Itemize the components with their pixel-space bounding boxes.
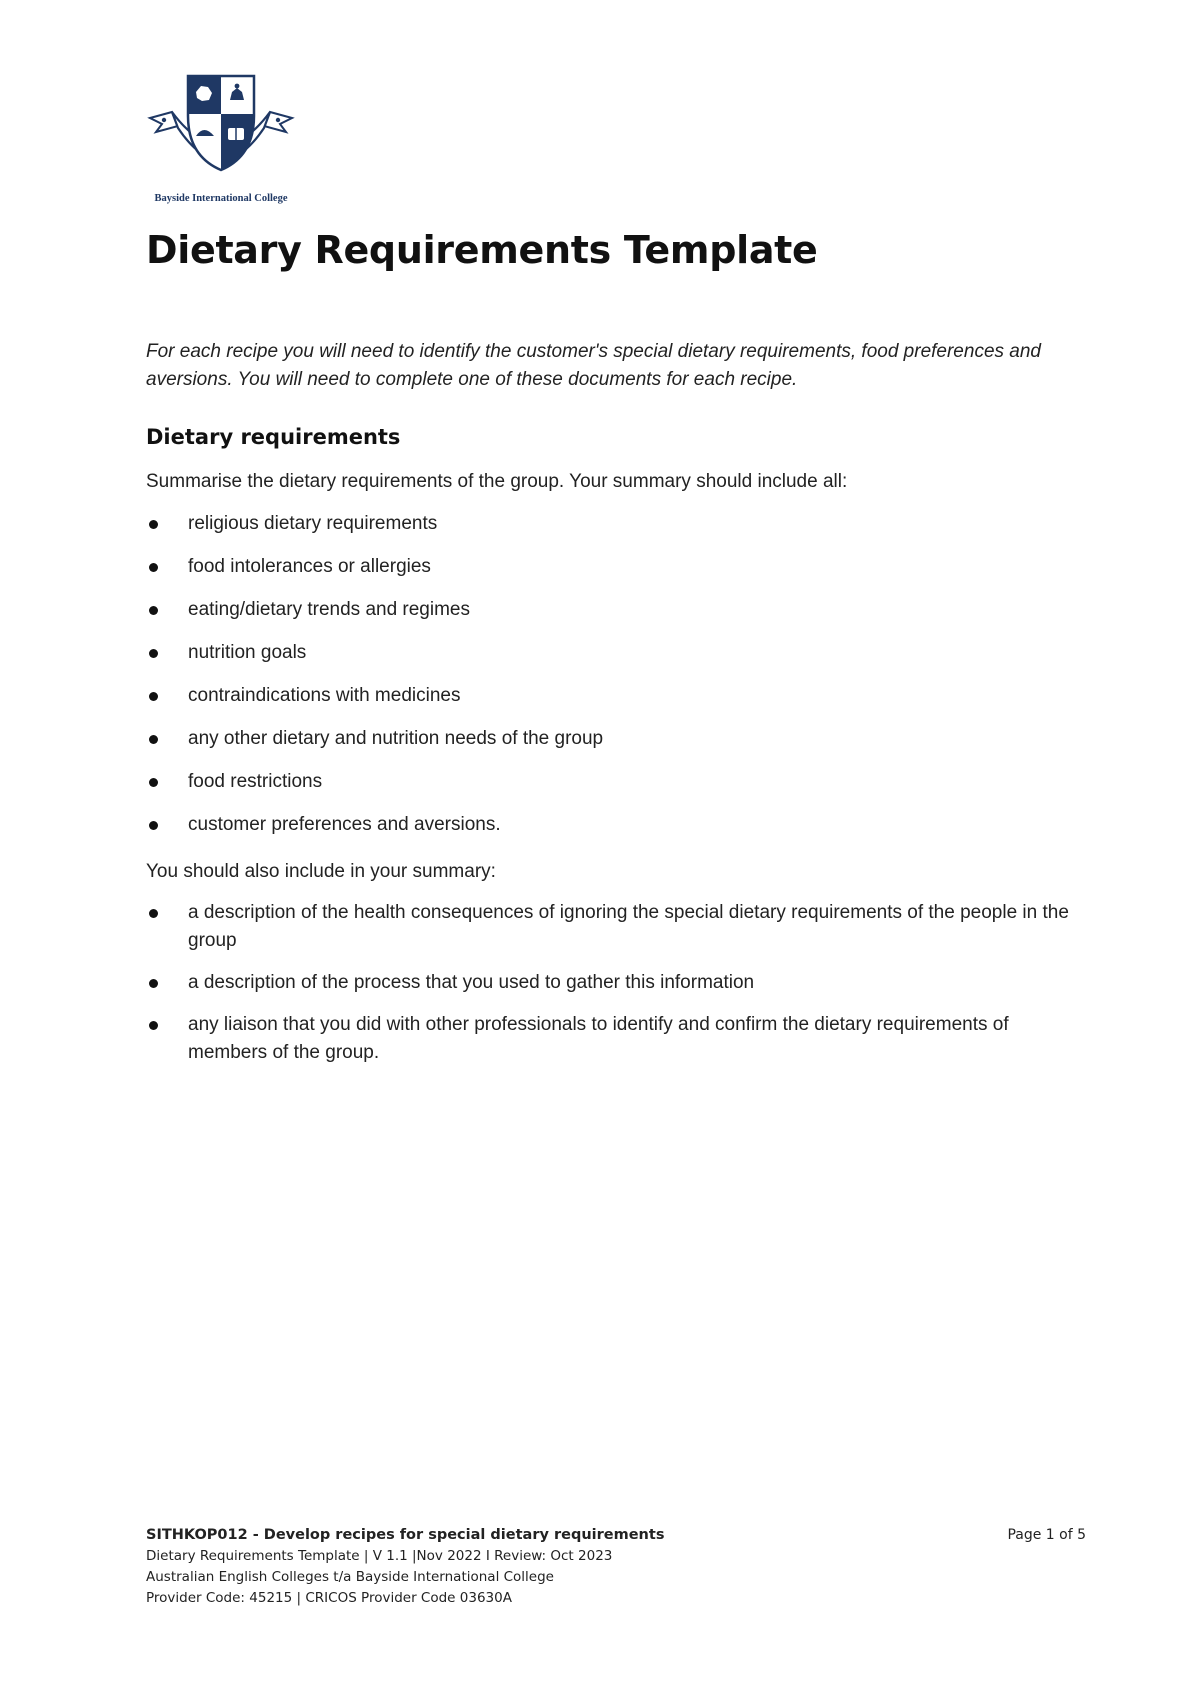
footer-provider-line: Provider Code: 45215 | CRICOS Provider Code 03630A: [146, 1590, 512, 1606]
list-item: contraindications with medicines: [146, 682, 1076, 710]
summary-intro: Summarise the dietary requirements of the group. Your summary should include all:: [146, 471, 848, 492]
requirements-list: [146, 510, 1076, 854]
bullet-icon: [149, 520, 158, 529]
also-include-list: [146, 899, 1076, 1081]
bullet-icon: [149, 606, 158, 615]
intro-instructions: For each recipe you will need to identify the customer's special dietary requirements, food preferences and aversions. You will need to complete one of these documents for each recipe.: [146, 341, 1041, 390]
list-item: eating/dietary trends and regimes: [146, 596, 1076, 624]
bullet-icon: [149, 1021, 158, 1030]
page-footer: [146, 1524, 1086, 1609]
section-heading-dietary-requirements: Dietary requirements: [146, 425, 401, 449]
list-item: customer preferences and aversions.: [146, 811, 1076, 839]
list-item: religious dietary requirements: [146, 510, 1076, 538]
footer-unit-title: SITHKOP012 - Develop recipes for special dietary requirements: [146, 1527, 665, 1543]
list-item: nutrition goals: [146, 639, 1076, 667]
bullet-icon: [149, 563, 158, 572]
list-item: any other dietary and nutrition needs of the group: [146, 725, 1076, 753]
college-logo: [146, 70, 302, 210]
bullet-icon: [149, 909, 158, 918]
list-item: a description of the health consequences of ignoring the special dietary requirements of the people in the group: [146, 899, 1076, 955]
list-item: a description of the process that you used to gather this information: [146, 969, 1076, 997]
list-item: food intolerances or allergies: [146, 553, 1076, 581]
college-crest-icon: [146, 70, 296, 192]
bullet-icon: [149, 778, 158, 787]
document-title: Dietary Requirements Template: [146, 228, 818, 272]
also-include-intro: You should also include in your summary:: [146, 861, 496, 882]
footer-version-line: Dietary Requirements Template | V 1.1 |Nov 2022 I Review: Oct 2023: [146, 1548, 613, 1564]
bullet-icon: [149, 649, 158, 658]
list-item: food restrictions: [146, 768, 1076, 796]
bullet-icon: [149, 692, 158, 701]
logo-caption: Bayside International College: [154, 193, 288, 204]
bullet-icon: [149, 821, 158, 830]
footer-org-line: Australian English Colleges t/a Bayside International College: [146, 1569, 554, 1585]
list-item: any liaison that you did with other professionals to identify and confirm the dietary requirements of members of the group.: [146, 1011, 1076, 1067]
bullet-icon: [149, 979, 158, 988]
page-number: Page 1 of 5: [1007, 1527, 1086, 1543]
bullet-icon: [149, 735, 158, 744]
